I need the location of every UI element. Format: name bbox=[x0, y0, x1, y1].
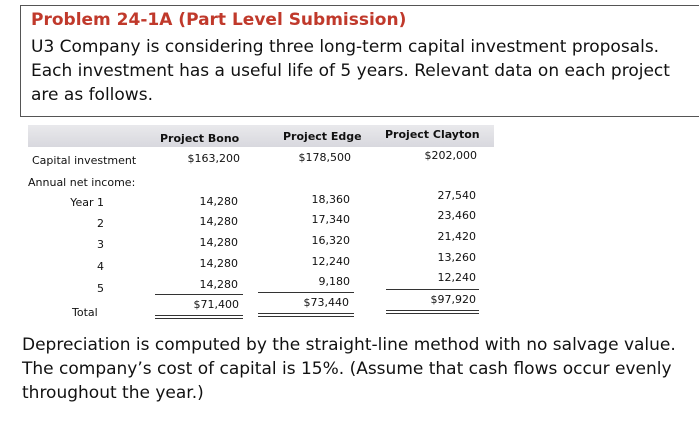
bono-year-1: 14,280 bbox=[199, 195, 238, 208]
edge-subtotal-rule bbox=[258, 292, 354, 293]
edge-year-4: 12,240 bbox=[311, 255, 350, 268]
year-label-4: 4 bbox=[97, 260, 104, 273]
year-label-5: 5 bbox=[97, 282, 104, 295]
edge-year-3: 16,320 bbox=[311, 234, 350, 247]
clayton-total-double-rule-a bbox=[386, 310, 479, 311]
capital-investment-label: Capital investment bbox=[32, 154, 137, 167]
bono-year-3: 14,280 bbox=[199, 236, 238, 249]
clayton-year-5: 12,240 bbox=[437, 271, 476, 284]
depreciation-note: Depreciation is computed by the straight-line method with no salvage value. The company’s cost of capital is 15%. (Assume that cash flows occur evenly throughout the year.) bbox=[22, 335, 676, 403]
year-label-1: Year 1 bbox=[70, 196, 104, 209]
edge-year-1: 18,360 bbox=[311, 193, 350, 206]
year-label-3: 3 bbox=[97, 238, 104, 251]
annual-net-income-label: Annual net income: bbox=[28, 176, 136, 189]
problem-title: Problem 24-1A (Part Level Submission) bbox=[31, 10, 407, 30]
clayton-year-4: 13,260 bbox=[437, 251, 476, 264]
clayton-year-1: 27,540 bbox=[437, 189, 476, 202]
capital-edge: $178,500 bbox=[298, 151, 351, 164]
bono-total-double-rule-b bbox=[155, 318, 243, 319]
clayton-total-double-rule-b bbox=[386, 313, 479, 314]
total-bono: $71,400 bbox=[193, 298, 239, 311]
clayton-year-2: 23,460 bbox=[437, 209, 476, 222]
col-header-clayton: Project Clayton bbox=[385, 128, 480, 141]
capital-bono: $163,200 bbox=[187, 152, 240, 165]
capital-clayton: $202,000 bbox=[424, 149, 477, 162]
bono-year-5: 14,280 bbox=[199, 278, 238, 291]
edge-total-double-rule-b bbox=[258, 316, 354, 317]
clayton-subtotal-rule bbox=[386, 289, 479, 290]
col-header-edge: Project Edge bbox=[283, 130, 362, 143]
total-label: Total bbox=[72, 306, 98, 319]
edge-total-double-rule-a bbox=[258, 313, 354, 314]
edge-year-5: 9,180 bbox=[318, 275, 350, 288]
total-clayton: $97,920 bbox=[430, 293, 476, 306]
year-label-2: 2 bbox=[97, 217, 104, 230]
bono-year-2: 14,280 bbox=[199, 215, 238, 228]
total-edge: $73,440 bbox=[303, 296, 349, 309]
bono-total-double-rule-a bbox=[155, 315, 243, 316]
col-header-bono: Project Bono bbox=[160, 132, 240, 145]
problem-intro: U3 Company is considering three long-term capital investment proposals. Each investment has a useful life of 5 years. Relevant data on each project are as follows. bbox=[31, 37, 670, 105]
bono-subtotal-rule bbox=[155, 294, 243, 295]
bono-year-4: 14,280 bbox=[199, 257, 238, 270]
edge-year-2: 17,340 bbox=[311, 213, 350, 226]
clayton-year-3: 21,420 bbox=[437, 230, 476, 243]
